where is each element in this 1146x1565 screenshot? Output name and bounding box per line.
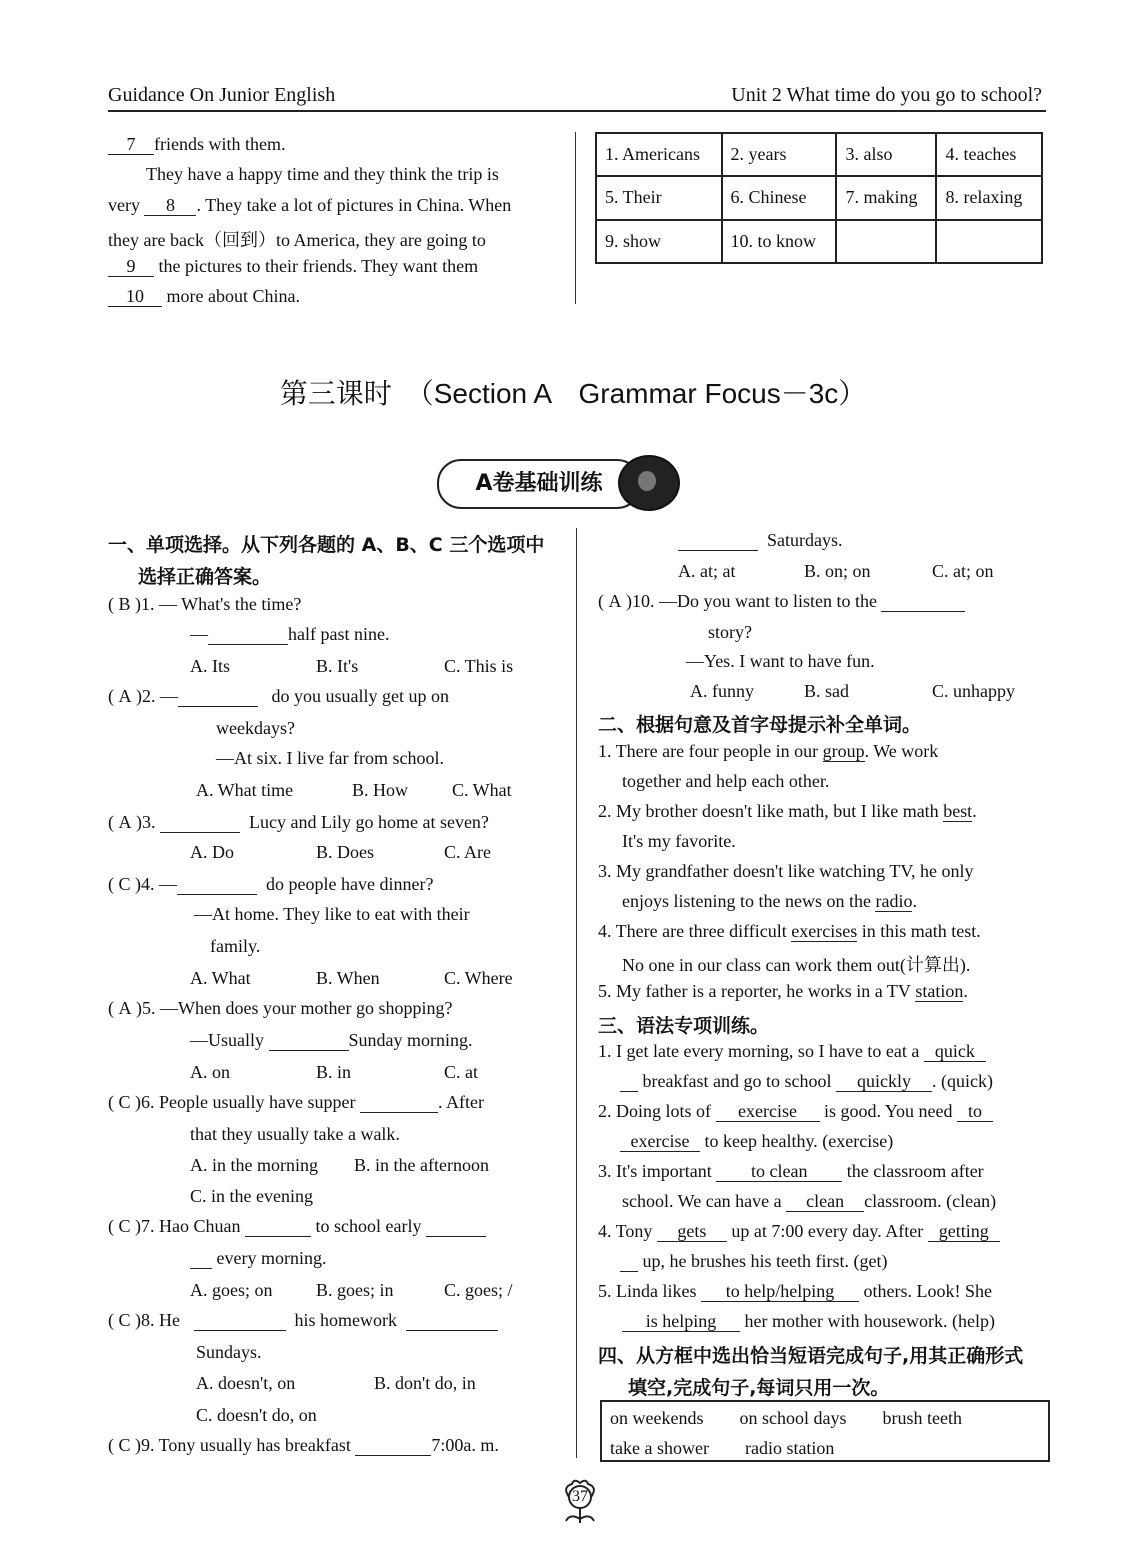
option-c: C. in the evening: [190, 1186, 313, 1206]
question-6-line-2: that they usually take a walk.: [190, 1124, 400, 1144]
filled-word: best: [943, 801, 973, 821]
table-cell: 5. Their: [596, 176, 722, 219]
question-4: [108, 874, 433, 895]
table-cell: [936, 220, 1042, 263]
question-stem: do people have dinner?: [266, 874, 434, 894]
question-text: every morning.: [216, 1248, 327, 1268]
question-text: Saturdays.: [767, 530, 843, 550]
item-text: classroom. (clean): [864, 1191, 997, 1211]
s3-item-2: [598, 1101, 993, 1122]
passage-text: the pictures to their friends. They want them: [158, 256, 479, 276]
s3-item-1-cont: [620, 1071, 993, 1092]
option-b: B. don't do, in: [374, 1373, 476, 1393]
question-stem: 7:00a. m.: [431, 1435, 499, 1455]
question-stem: )10. —Do you want to listen to the: [626, 591, 877, 611]
question-stem: )9. Tony usually has breakfast: [135, 1435, 351, 1455]
item-text: to keep healthy. (exercise): [704, 1131, 894, 1151]
question-stem: do you usually get up on: [271, 686, 449, 706]
item-text: 3. It's important: [598, 1161, 712, 1181]
item-text: 4. There are three difficult: [598, 921, 787, 941]
option-a: A. What: [190, 968, 251, 988]
item-text: up at 7:00 every day. After: [731, 1221, 924, 1241]
answer-letter: C: [118, 1435, 131, 1455]
column-divider-bottom: [576, 528, 577, 1458]
table-row: [596, 220, 1042, 263]
dash: —: [190, 624, 208, 644]
table-cell: 10. to know: [722, 220, 837, 263]
filled-answer: exercise: [620, 1132, 700, 1152]
filled-word: radio: [875, 891, 913, 911]
question-7-line-2: [190, 1248, 326, 1269]
question-stem: to school early: [315, 1216, 422, 1236]
filled-word: exercises: [791, 921, 858, 941]
answer-letter: C: [118, 1216, 131, 1236]
s3-item-4: [598, 1221, 1000, 1242]
paren: (: [108, 686, 114, 706]
option-b: B. in the afternoon: [354, 1155, 489, 1175]
filled-answer: to help/helping: [701, 1282, 859, 1302]
passage-text: more about China.: [166, 286, 300, 306]
question-stem: )8. He: [135, 1310, 180, 1330]
option-c: C. Are: [444, 842, 491, 862]
answer-letter: A: [118, 812, 132, 832]
header-rule: [108, 110, 1046, 112]
item-text: 5. My father is a reporter, he works in a TV: [598, 981, 911, 1001]
item-text: her mother with housework. (help): [744, 1311, 995, 1331]
item-text: up, he brushes his teeth first. (get): [642, 1251, 888, 1271]
paren: (: [108, 594, 114, 614]
page-number: 37: [572, 1488, 588, 1505]
passage-line-3: [108, 195, 511, 216]
item-text: breakfast and go to school: [642, 1071, 832, 1091]
table-cell: 9. show: [596, 220, 722, 263]
item-text: the classroom after: [846, 1161, 984, 1181]
item-text: 4. Tony: [598, 1221, 653, 1241]
option-b: B. goes; in: [316, 1280, 394, 1300]
paren: (: [598, 591, 604, 611]
answer-letter: C: [118, 1092, 131, 1112]
blank-10: 10: [108, 287, 162, 307]
question-stem: his homework: [294, 1310, 397, 1330]
paren: (: [108, 1310, 114, 1330]
table-cell: 2. years: [722, 133, 837, 176]
blank-9: 9: [108, 257, 154, 277]
option-c: C. What: [452, 780, 512, 800]
table-cell: [836, 220, 936, 263]
filled-word: group: [822, 741, 865, 761]
answer-letter: A: [118, 686, 132, 706]
section-4-heading-cont: 填空,完成句子,每词只用一次。: [628, 1377, 890, 1399]
question-text: —Usually: [190, 1030, 264, 1050]
s3-item-3-cont: [622, 1191, 996, 1212]
filled-answer: gets: [657, 1222, 727, 1242]
item-text: enjoys listening to the news on the: [622, 891, 871, 911]
question-stem: . After: [437, 1092, 484, 1112]
section-title: 第三课时 （Section A Grammar Focus－3c）: [279, 378, 867, 409]
filled-answer: to: [957, 1102, 993, 1122]
paren: (: [108, 998, 114, 1018]
paren: (: [108, 874, 114, 894]
answer-letter: C: [118, 874, 131, 894]
passage-text: friends with them.: [154, 134, 286, 154]
question-5-line-2: [190, 1030, 473, 1051]
table-cell: 6. Chinese: [722, 176, 837, 219]
question-1-line-2: [190, 624, 389, 645]
option-b: B. sad: [804, 681, 849, 701]
passage-text: very: [108, 195, 140, 215]
option-a: A. Do: [190, 842, 234, 862]
passage-line-4: they are back（回到）to America, they are going to: [108, 230, 486, 250]
section-4-heading: 四、从方框中选出恰当短语完成句子,用其正确形式: [598, 1345, 1024, 1367]
s3-item-2-cont: [620, 1131, 893, 1152]
option-b: B. on; on: [804, 561, 871, 581]
table-cell: 4. teaches: [936, 133, 1042, 176]
table-row: [596, 133, 1042, 176]
question-8-line-2: Sundays.: [196, 1342, 262, 1362]
option-a: A. in the morning: [190, 1155, 318, 1175]
option-b: B. When: [316, 968, 380, 988]
option-a: A. goes; on: [190, 1280, 273, 1300]
question-1: [108, 594, 301, 615]
section-1-heading-cont: 选择正确答案。: [138, 566, 272, 588]
s2-item-5: [598, 981, 968, 1002]
question-text: Sunday morning.: [348, 1030, 473, 1050]
s3-item-3: [598, 1161, 984, 1182]
question-4-line-2: —At home. They like to eat with their: [194, 904, 470, 924]
answer-letter: A: [118, 998, 132, 1018]
item-text: .: [912, 891, 917, 911]
option-b: B. How: [352, 780, 409, 800]
s3-item-1: [598, 1041, 986, 1062]
passage-line-6: [108, 286, 300, 307]
option-a: A. Its: [190, 656, 230, 676]
question-stem: )1. — What's the time?: [135, 594, 302, 614]
filled-answer: quickly: [836, 1072, 932, 1092]
s2-item-2-cont: It's my favorite.: [622, 831, 736, 851]
option-a: A. doesn't, on: [196, 1373, 296, 1393]
question-stem: Lucy and Lily go home at seven?: [249, 812, 489, 832]
s3-item-4-cont: [620, 1251, 887, 1272]
s3-item-5-cont: [622, 1311, 995, 1332]
option-c: C. doesn't do, on: [196, 1405, 317, 1425]
option-c: C. unhappy: [932, 681, 1015, 701]
option-c: C. Where: [444, 968, 513, 988]
filled-answer: quick: [924, 1042, 986, 1062]
passage-text: . They take a lot of pictures in China. When: [196, 195, 512, 215]
filled-word: station: [915, 981, 964, 1001]
question-9-line-2: [678, 530, 843, 551]
s2-item-3: 3. My grandfather doesn't like watching TV, he only: [598, 861, 974, 881]
paren: (: [108, 1092, 114, 1112]
option-c: C. at; on: [932, 561, 994, 581]
option-c: C. goes; /: [444, 1280, 513, 1300]
question-7: [108, 1216, 486, 1237]
item-text: . We work: [864, 741, 939, 761]
answer-letter: A: [608, 591, 622, 611]
s2-item-2: [598, 801, 977, 822]
question-stem: )7. Hao Chuan: [135, 1216, 241, 1236]
item-text: .: [972, 801, 977, 821]
passage-line-2: They have a happy time and they think the trip is: [146, 164, 499, 184]
question-6: [108, 1092, 484, 1113]
table-cell: 3. also: [836, 133, 936, 176]
item-text: . (quick): [931, 1071, 993, 1091]
s2-item-1: [598, 741, 938, 762]
question-2-line-2: weekdays?: [216, 718, 295, 738]
option-b: B. in: [316, 1062, 352, 1082]
s2-item-4: [598, 921, 981, 942]
question-text: half past nine.: [288, 624, 390, 644]
question-2-line-3: —At six. I live far from school.: [216, 748, 444, 768]
item-text: in this math test.: [861, 921, 981, 941]
question-stem: )5. —When does your mother go shopping?: [136, 998, 453, 1018]
s2-item-1-cont: together and help each other.: [622, 771, 830, 791]
item-text: 5. Linda likes: [598, 1281, 697, 1301]
question-4-line-3: family.: [210, 936, 261, 956]
passage-line-1: [108, 134, 285, 155]
question-stem: )4. —: [135, 874, 178, 894]
option-c: C. at: [444, 1062, 478, 1082]
section-1-heading: 一、单项选择。从下列各题的 A、B、C 三个选项中: [108, 534, 545, 556]
section-3-heading: 三、语法专项训练。: [598, 1015, 770, 1037]
item-text: 2. My brother doesn't like math, but I like math: [598, 801, 939, 821]
wheel-icon: [618, 455, 680, 511]
question-stem: )2. —: [136, 686, 178, 706]
paren: (: [108, 812, 114, 832]
option-a: A. What time: [196, 780, 294, 800]
answer-letter: B: [118, 594, 131, 614]
option-a: A. on: [190, 1062, 230, 1082]
answer-letter: C: [118, 1310, 131, 1330]
filled-answer: getting: [928, 1222, 1000, 1242]
question-stem: )3.: [136, 812, 156, 832]
filled-answer: clean: [786, 1192, 864, 1212]
blank-7: 7: [108, 135, 154, 155]
item-text: is good. You need: [824, 1101, 953, 1121]
question-5: [108, 998, 452, 1019]
item-text: 2. Doing lots of: [598, 1101, 712, 1121]
question-9: [108, 1435, 499, 1456]
header-left: Guidance On Junior English: [108, 84, 336, 106]
section-2-heading: 二、根据句意及首字母提示补全单词。: [598, 714, 922, 736]
table-row: [596, 176, 1042, 219]
table-cell: 8. relaxing: [936, 176, 1042, 219]
s2-item-4-cont: No one in our class can work them out(计算出).: [622, 955, 971, 975]
option-a: A. funny: [690, 681, 754, 701]
filled-answer: is helping: [622, 1312, 740, 1332]
item-text: .: [963, 981, 968, 1001]
option-c: C. This is: [444, 656, 514, 676]
table-cell: 7. making: [836, 176, 936, 219]
question-10-line-2: story?: [708, 622, 752, 642]
banner-label: A卷基础训练: [437, 459, 641, 509]
question-stem: )6. People usually have supper: [135, 1092, 356, 1112]
table-cell: 1. Americans: [596, 133, 722, 176]
option-b: B. Does: [316, 842, 374, 862]
phrase-box-row-2: take a shower radio station: [610, 1438, 835, 1458]
question-2: [108, 686, 449, 707]
item-text: school. We can have a: [622, 1191, 782, 1211]
s3-item-5: [598, 1281, 992, 1302]
blank-8: 8: [144, 196, 196, 216]
question-8: [108, 1310, 498, 1331]
item-text: 1. There are four people in our: [598, 741, 819, 761]
question-10-line-3: —Yes. I want to have fun.: [686, 651, 875, 671]
header-right: Unit 2 What time do you go to school?: [731, 84, 1042, 106]
phrase-box-row-1: on weekends on school days brush teeth: [610, 1408, 962, 1428]
paren: (: [108, 1435, 114, 1455]
filled-answer: to clean: [716, 1162, 842, 1182]
question-3: [108, 812, 489, 833]
answer-table: [595, 132, 1043, 264]
paren: (: [108, 1216, 114, 1236]
item-text: others. Look! She: [863, 1281, 992, 1301]
option-a: A. at; at: [678, 561, 736, 581]
item-text: 1. I get late every morning, so I have to eat a: [598, 1041, 920, 1061]
question-10: [598, 591, 965, 612]
passage-line-5: [108, 256, 478, 277]
s2-item-3-cont: [622, 891, 917, 912]
filled-answer: exercise: [716, 1102, 820, 1122]
column-divider-top: [575, 132, 576, 304]
option-b: B. It's: [316, 656, 359, 676]
